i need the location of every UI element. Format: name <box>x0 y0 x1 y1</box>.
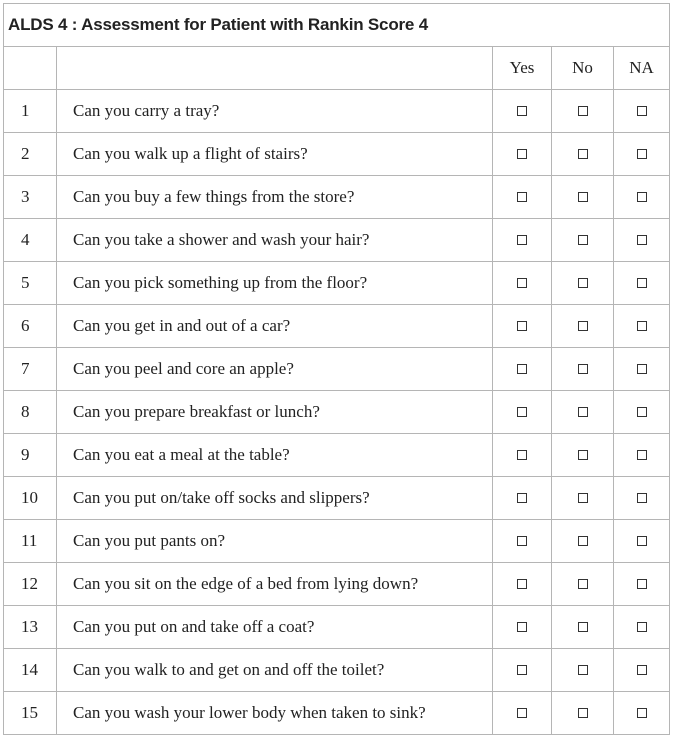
checkbox-na-icon[interactable] <box>637 622 647 632</box>
answer-cell-yes <box>493 563 552 606</box>
answer-cell-no <box>552 477 614 520</box>
checkbox-yes-icon[interactable] <box>517 235 527 245</box>
checkbox-yes-icon[interactable] <box>517 450 527 460</box>
checkbox-no-icon[interactable] <box>578 536 588 546</box>
table-row <box>4 133 670 176</box>
row-question: Can you carry a tray? <box>57 90 493 133</box>
answer-cell-na <box>614 692 670 735</box>
table-row <box>4 434 670 477</box>
checkbox-no-icon[interactable] <box>578 493 588 503</box>
answer-cell-no <box>552 606 614 649</box>
row-question: Can you wash your lower body when taken to sink? <box>57 692 493 735</box>
header-na: NA <box>614 47 670 90</box>
answer-cell-no <box>552 520 614 563</box>
header-num-cell <box>4 47 57 90</box>
checkbox-na-icon[interactable] <box>637 407 647 417</box>
checkbox-yes-icon[interactable] <box>517 708 527 718</box>
checkbox-na-icon[interactable] <box>637 192 647 202</box>
table-row <box>4 649 670 692</box>
row-number: 3 <box>4 176 57 219</box>
answer-cell-yes <box>493 606 552 649</box>
checkbox-no-icon[interactable] <box>578 665 588 675</box>
row-number: 6 <box>4 305 57 348</box>
answer-cell-yes <box>493 219 552 262</box>
row-number: 12 <box>4 563 57 606</box>
checkbox-na-icon[interactable] <box>637 149 647 159</box>
row-number: 15 <box>4 692 57 735</box>
checkbox-na-icon[interactable] <box>637 106 647 116</box>
table-row <box>4 606 670 649</box>
checkbox-na-icon[interactable] <box>637 450 647 460</box>
row-number: 7 <box>4 348 57 391</box>
table-row <box>4 477 670 520</box>
table-row <box>4 176 670 219</box>
checkbox-yes-icon[interactable] <box>517 493 527 503</box>
row-number: 14 <box>4 649 57 692</box>
row-question: Can you buy a few things from the store? <box>57 176 493 219</box>
checkbox-yes-icon[interactable] <box>517 364 527 374</box>
answer-cell-yes <box>493 649 552 692</box>
checkbox-no-icon[interactable] <box>578 407 588 417</box>
row-question: Can you sit on the edge of a bed from lying down? <box>57 563 493 606</box>
table-row <box>4 262 670 305</box>
checkbox-na-icon[interactable] <box>637 321 647 331</box>
checkbox-yes-icon[interactable] <box>517 321 527 331</box>
checkbox-na-icon[interactable] <box>637 278 647 288</box>
assessment-table <box>3 3 670 735</box>
table-row <box>4 520 670 563</box>
row-question: Can you walk to and get on and off the toilet? <box>57 649 493 692</box>
checkbox-no-icon[interactable] <box>578 450 588 460</box>
table-row <box>4 348 670 391</box>
checkbox-no-icon[interactable] <box>578 708 588 718</box>
answer-cell-yes <box>493 520 552 563</box>
row-number: 9 <box>4 434 57 477</box>
answer-cell-no <box>552 133 614 176</box>
row-question: Can you peel and core an apple? <box>57 348 493 391</box>
row-question: Can you prepare breakfast or lunch? <box>57 391 493 434</box>
checkbox-no-icon[interactable] <box>578 149 588 159</box>
answer-cell-no <box>552 219 614 262</box>
checkbox-yes-icon[interactable] <box>517 536 527 546</box>
answer-cell-na <box>614 477 670 520</box>
checkbox-no-icon[interactable] <box>578 278 588 288</box>
table-row <box>4 563 670 606</box>
checkbox-no-icon[interactable] <box>578 106 588 116</box>
checkbox-no-icon[interactable] <box>578 579 588 589</box>
answer-cell-na <box>614 176 670 219</box>
row-number: 11 <box>4 520 57 563</box>
header-yes: Yes <box>493 47 552 90</box>
answer-cell-na <box>614 434 670 477</box>
checkbox-na-icon[interactable] <box>637 364 647 374</box>
row-question: Can you put on/take off socks and slippers? <box>57 477 493 520</box>
row-question: Can you walk up a flight of stairs? <box>57 133 493 176</box>
checkbox-na-icon[interactable] <box>637 665 647 675</box>
row-number: 10 <box>4 477 57 520</box>
question-rows <box>4 90 670 735</box>
checkbox-yes-icon[interactable] <box>517 149 527 159</box>
checkbox-yes-icon[interactable] <box>517 407 527 417</box>
header-row <box>4 47 670 90</box>
answer-cell-na <box>614 649 670 692</box>
answer-cell-na <box>614 606 670 649</box>
answer-cell-no <box>552 305 614 348</box>
answer-cell-no <box>552 649 614 692</box>
table-row <box>4 305 670 348</box>
table-row <box>4 692 670 735</box>
title-row <box>4 4 670 47</box>
header-question-cell <box>57 47 493 90</box>
answer-cell-yes <box>493 262 552 305</box>
checkbox-no-icon[interactable] <box>578 192 588 202</box>
checkbox-no-icon[interactable] <box>578 235 588 245</box>
table-row <box>4 219 670 262</box>
answer-cell-yes <box>493 133 552 176</box>
answer-cell-yes <box>493 348 552 391</box>
checkbox-na-icon[interactable] <box>637 536 647 546</box>
checkbox-na-icon[interactable] <box>637 235 647 245</box>
header-no: No <box>552 47 614 90</box>
answer-cell-no <box>552 262 614 305</box>
answer-cell-no <box>552 348 614 391</box>
answer-cell-yes <box>493 477 552 520</box>
answer-cell-no <box>552 692 614 735</box>
answer-cell-yes <box>493 692 552 735</box>
row-number: 4 <box>4 219 57 262</box>
row-number: 2 <box>4 133 57 176</box>
row-question: Can you put pants on? <box>57 520 493 563</box>
checkbox-yes-icon[interactable] <box>517 665 527 675</box>
answer-cell-yes <box>493 434 552 477</box>
answer-cell-na <box>614 391 670 434</box>
row-question: Can you eat a meal at the table? <box>57 434 493 477</box>
answer-cell-yes <box>493 90 552 133</box>
table-row <box>4 391 670 434</box>
row-question: Can you get in and out of a car? <box>57 305 493 348</box>
answer-cell-no <box>552 391 614 434</box>
row-number: 8 <box>4 391 57 434</box>
checkbox-yes-icon[interactable] <box>517 278 527 288</box>
answer-cell-no <box>552 563 614 606</box>
answer-cell-no <box>552 90 614 133</box>
table-title: ALDS 4 : Assessment for Patient with Rankin Score 4 <box>4 4 670 47</box>
answer-cell-na <box>614 563 670 606</box>
checkbox-yes-icon[interactable] <box>517 579 527 589</box>
answer-cell-na <box>614 90 670 133</box>
row-number: 5 <box>4 262 57 305</box>
checkbox-na-icon[interactable] <box>637 493 647 503</box>
checkbox-yes-icon[interactable] <box>517 106 527 116</box>
row-question: Can you pick something up from the floor? <box>57 262 493 305</box>
answer-cell-yes <box>493 176 552 219</box>
row-number: 13 <box>4 606 57 649</box>
answer-cell-na <box>614 133 670 176</box>
checkbox-na-icon[interactable] <box>637 579 647 589</box>
checkbox-yes-icon[interactable] <box>517 192 527 202</box>
checkbox-yes-icon[interactable] <box>517 622 527 632</box>
answer-cell-na <box>614 219 670 262</box>
row-question: Can you take a shower and wash your hair? <box>57 219 493 262</box>
checkbox-no-icon[interactable] <box>578 364 588 374</box>
checkbox-no-icon[interactable] <box>578 622 588 632</box>
answer-cell-na <box>614 520 670 563</box>
row-number: 1 <box>4 90 57 133</box>
answer-cell-no <box>552 176 614 219</box>
answer-cell-no <box>552 434 614 477</box>
row-question: Can you put on and take off a coat? <box>57 606 493 649</box>
table-row <box>4 90 670 133</box>
answer-cell-yes <box>493 305 552 348</box>
answer-cell-na <box>614 305 670 348</box>
answer-cell-yes <box>493 391 552 434</box>
checkbox-na-icon[interactable] <box>637 708 647 718</box>
answer-cell-na <box>614 348 670 391</box>
checkbox-no-icon[interactable] <box>578 321 588 331</box>
answer-cell-na <box>614 262 670 305</box>
